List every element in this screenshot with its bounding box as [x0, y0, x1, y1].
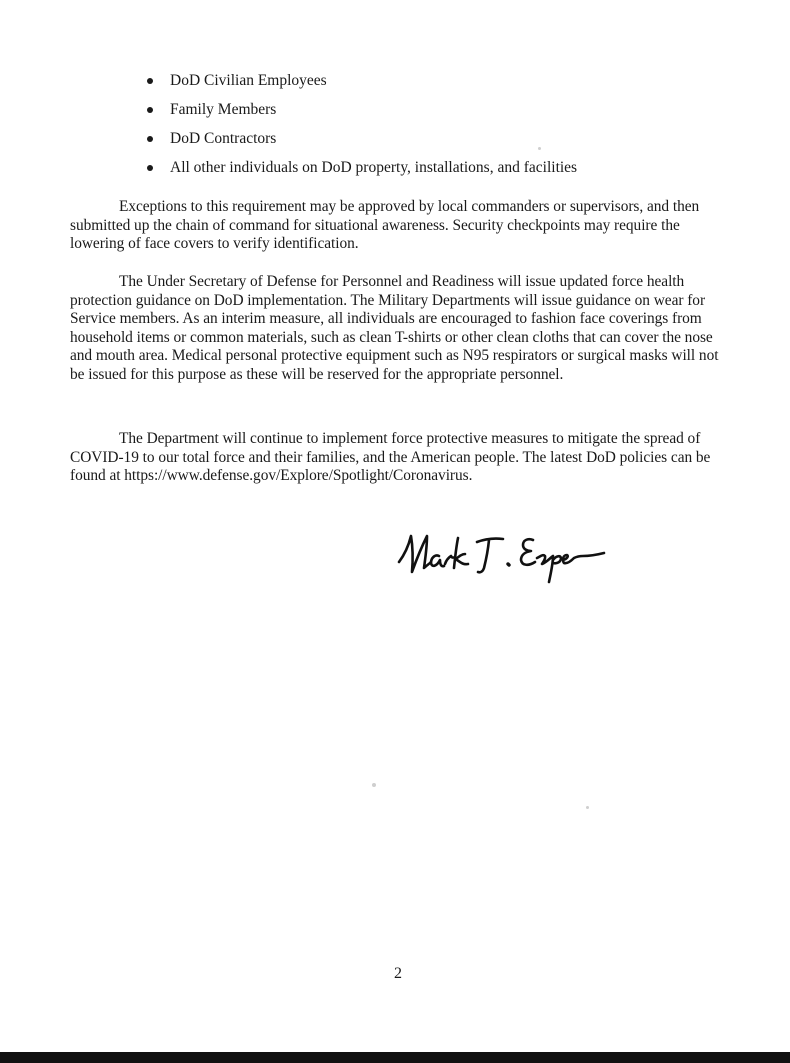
scan-speck	[538, 147, 541, 150]
signature	[395, 518, 610, 590]
bullet-item	[144, 157, 577, 186]
bullet-icon	[147, 78, 153, 84]
bullet-item	[144, 70, 577, 99]
guidance-paragraph: The Under Secretary of Defense for Personnel and Readiness will issue updated force health protection guidance on DoD implementation. The Military Departments will issue guidance on wear for Service members. As an interim measure, all individuals are encouraged to fashion face coverings from household items or common materials, such as clean T-shirts or other clean cloths that can cover the nose and mouth area. Medical personal protective equipment such as N95 respirators or surgical masks will not be issued for this purpose as these will be reserved for the appropriate personnel.	[70, 273, 719, 383]
bottom-edge-bar	[0, 1052, 790, 1063]
scan-speck	[586, 806, 589, 809]
bullet-item	[144, 99, 577, 128]
bullet-icon	[147, 136, 153, 142]
bullet-text: Family Members	[170, 101, 277, 118]
scan-speck	[372, 783, 376, 787]
bullet-icon	[147, 165, 153, 171]
bullet-text: DoD Civilian Employees	[170, 72, 327, 89]
bullet-list	[144, 70, 577, 186]
bullet-item	[144, 128, 577, 157]
measures-paragraph: The Department will continue to implement force protective measures to mitigate the spread of COVID-19 to our total force and their families, and the American people. The latest DoD policies can be found at https://www.defense.gov/Explore/Spotlight/Coronavirus.	[70, 430, 711, 484]
bullet-icon	[147, 107, 153, 113]
page-number: 2	[394, 965, 402, 982]
exceptions-paragraph: Exceptions to this requirement may be approved by local commanders or supervisors, and then submitted up the chain of command for situational awareness. Security checkpoints may require the lowering of face covers to verify identification.	[70, 198, 700, 252]
bullet-text: All other individuals on DoD property, installations, and facilities	[170, 159, 578, 176]
bullet-text: DoD Contractors	[170, 130, 277, 147]
